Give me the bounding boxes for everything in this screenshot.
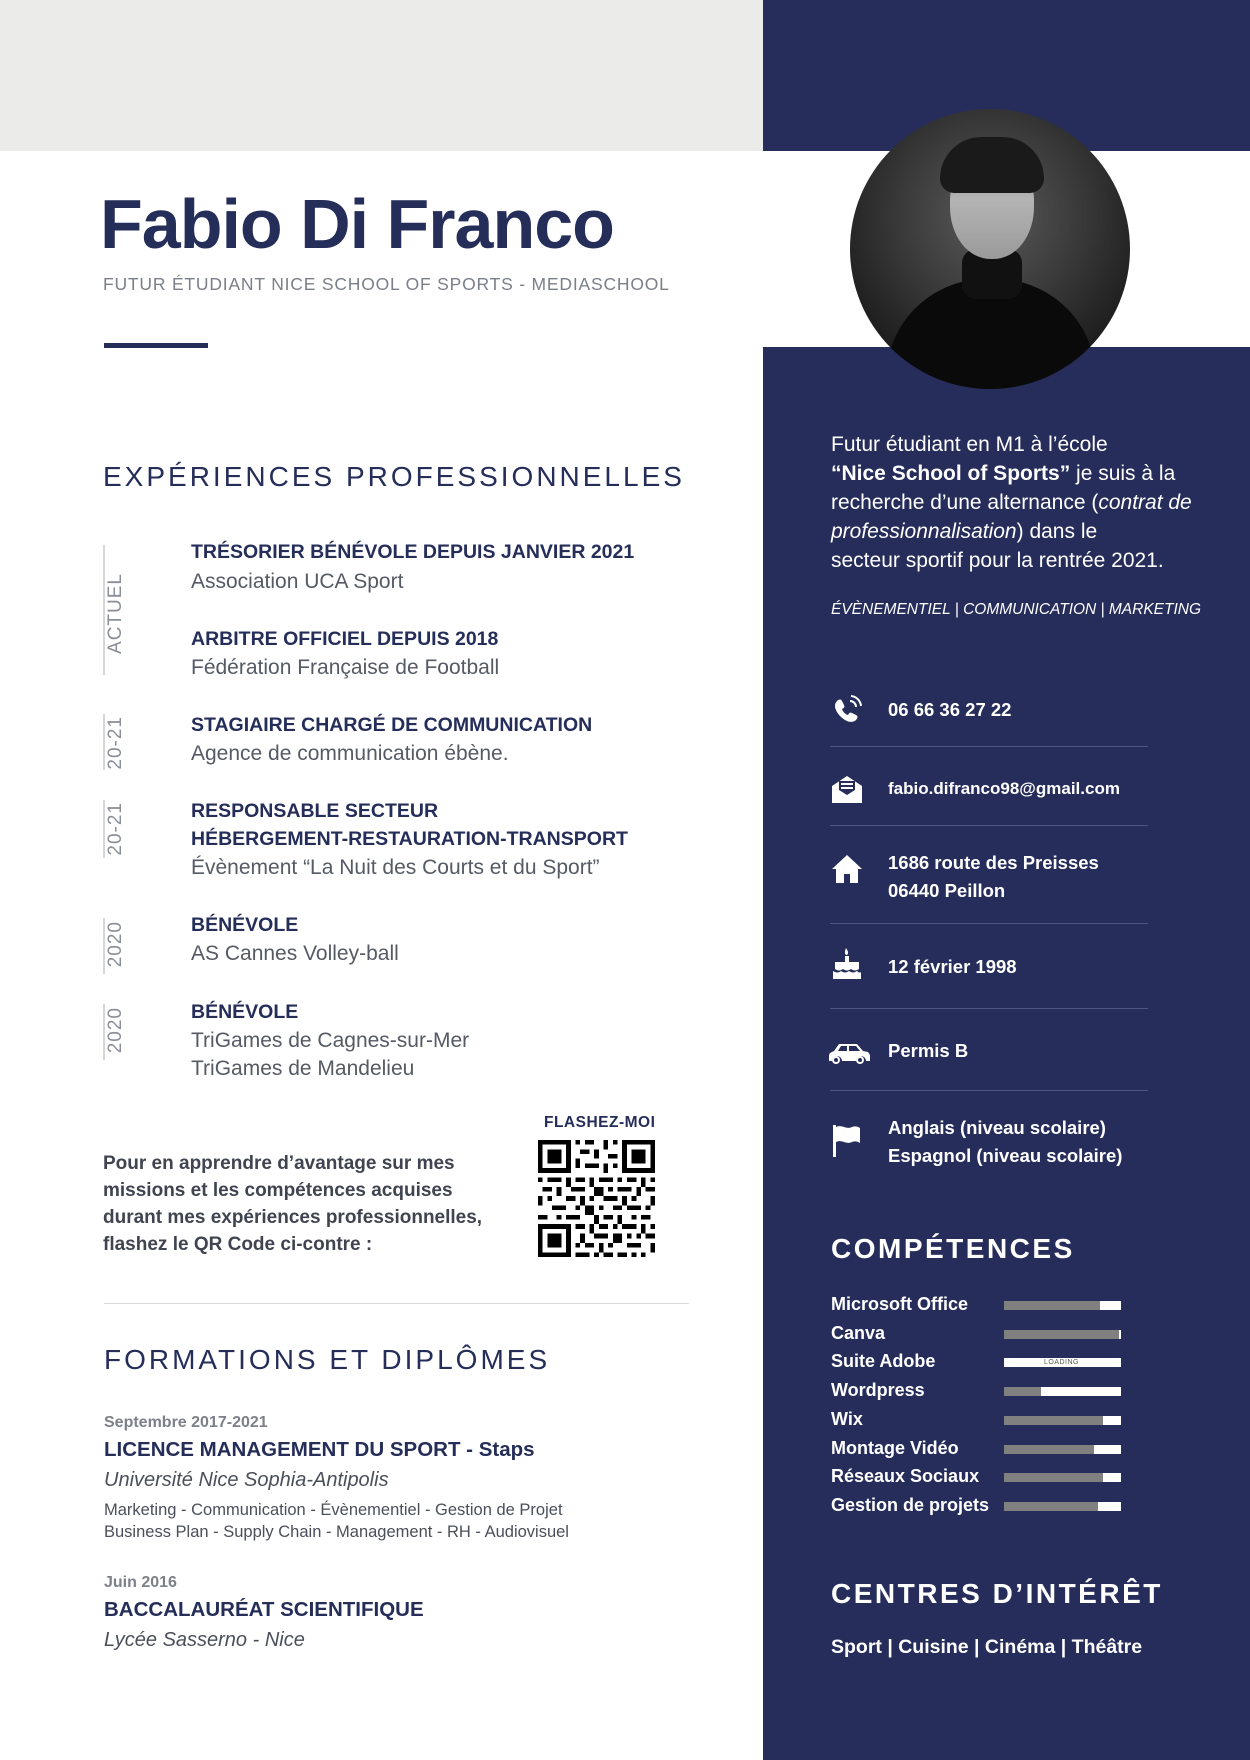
skill-name: Wordpress [831,1380,925,1401]
experience-title: STAGIAIRE CHARGÉ DE COMMUNICATION [191,714,593,736]
experience-organization: Association UCA Sport [191,570,404,593]
profile-summary: Futur étudiant en M1 à l’école “Nice School of Sports” je suis à la recherche d’une alternance (contrat de professionnalisation) dans le secteur sportif pour la rentrée 2021. [831,433,1192,572]
phone-number[interactable]: 06 66 36 27 22 [888,699,1012,720]
contact-divider [830,746,1148,747]
qr-description: Pour en apprendre d’avantage sur mes missions et les compétences acquises durant mes expériences professionnelles, flashez le QR Code ci-contre : [103,1153,483,1255]
skill-level-fill [1004,1473,1103,1482]
driving-license: Permis B [888,1040,969,1061]
skill-name: Suite Adobe [831,1351,936,1372]
skill-level-bar [1004,1358,1121,1367]
formation-school: Université Nice Sophia-Antipolis [104,1469,389,1491]
experience-organization: AS Cannes Volley-ball [191,942,399,965]
qr-label: FLASHEZ-MOI [544,1114,656,1131]
period-label: 2020 [105,1007,126,1054]
period-label: 20-21 [105,802,126,856]
interests-title: CENTRES D’INTÉRÊT [831,1578,1163,1609]
period-label: 2020 [105,921,126,968]
skill-level-fill [1004,1416,1103,1425]
interests-list: Sport | Cuisine | Cinéma | Théâtre [831,1636,1143,1658]
skill-badge: LOADING [1044,1359,1080,1367]
experience-title: RESPONSABLE SECTEUR [191,800,439,822]
skill-name: Canva [831,1322,886,1343]
profile-photo [850,109,1130,389]
phone-icon [829,692,865,728]
period-label: 20-21 [105,716,126,770]
experience-period-20-21 [103,800,126,858]
section-divider [104,1303,689,1304]
header-gray-band [0,0,763,151]
experiences-title: EXPÉRIENCES PROFESSIONNELLES [103,461,685,492]
experience-period-2020 [103,918,126,974]
flag-icon [829,1122,865,1158]
formation-title: BACCALAURÉAT SCIENTIFIQUE [104,1598,424,1621]
qr-code[interactable] [538,1140,655,1257]
skill-name: Microsoft Office [831,1294,969,1314]
skill-level-fill [1004,1387,1041,1396]
skill-level-bar [1004,1330,1121,1339]
skill-level-fill [1004,1330,1119,1339]
languages: Anglais (niveau scolaire) Espagnol (niveau scolaire) [888,1117,1123,1166]
skill-level-fill [1004,1445,1094,1454]
address: 1686 route des Preisses 06440 Peillon [888,852,1099,901]
skill-name: Gestion de projets [831,1494,990,1515]
skill-level-bar [1004,1416,1121,1425]
experience-organization: Fédération Française de Football [191,656,500,679]
envelope-icon [829,772,865,808]
contact-divider [830,1008,1148,1009]
contact-divider [830,1090,1148,1091]
candidate-name: Fabio Di Franco [100,185,614,263]
experience-organization: Agence de communication ébène. [191,742,509,765]
candidate-subtitle: FUTUR ÉTUDIANT NICE SCHOOL OF SPORTS - MEDIASCHOOL [103,274,670,294]
cake-icon [829,946,865,982]
experience-organization: TriGames de Cagnes-sur-Mer [191,1029,470,1052]
experience-title: BÉNÉVOLE [191,1001,299,1023]
formation-title: LICENCE MANAGEMENT DU SPORT - Staps [104,1438,535,1461]
skill-level-bar [1004,1387,1121,1396]
formation-school: Lycée Sasserno - Nice [104,1629,305,1651]
title-underline [104,343,208,348]
experience-period-current [103,545,126,675]
skill-name: Montage Vidéo [831,1437,959,1458]
period-label: ACTUEL [105,573,126,654]
skill-level-fill [1004,1301,1100,1310]
profile-tags: ÉVÈNEMENTIEL | COMMUNICATION | MARKETING [831,601,1202,618]
skill-level-bar [1004,1301,1121,1310]
skill-level-fill [1004,1502,1098,1511]
formation-date: Juin 2016 [104,1574,177,1591]
email-address[interactable]: fabio.difranco98@gmail.com [888,779,1120,798]
experience-title: BÉNÉVOLE [191,914,299,936]
experience-period-2020 [103,1004,126,1060]
skill-level-bar [1004,1445,1121,1454]
experience-period-20-21 [103,714,126,770]
skill-name: Wix [831,1408,863,1429]
experience-organization: Évènement “La Nuit des Courts et du Sport” [191,856,600,879]
skill-level-bar [1004,1502,1121,1511]
experience-title: ARBITRE OFFICIEL DEPUIS 2018 [191,628,499,650]
car-icon [826,1033,872,1069]
skill-level-bar [1004,1473,1121,1482]
formation-details: Marketing - Communication - Évènementiel - Gestion de Projet Business Plan - Supply Chain - Management - RH - Audiovisuel [104,1501,569,1541]
birth-date: 12 février 1998 [888,956,1017,977]
formations-title: FORMATIONS ET DIPLÔMES [104,1344,551,1375]
skill-name: Réseaux Sociaux [831,1466,980,1487]
experience-title: TRÉSORIER BÉNÉVOLE DEPUIS JANVIER 2021 [191,541,635,563]
skills-title: COMPÉTENCES [831,1233,1075,1264]
home-icon [829,851,865,887]
formation-date: Septembre 2017-2021 [104,1414,268,1431]
contact-divider [830,825,1148,826]
contact-divider [830,923,1148,924]
experience-title: HÉBERGEMENT-RESTAURATION-TRANSPORT [191,828,628,850]
experience-organization: TriGames de Mandelieu [191,1057,415,1080]
